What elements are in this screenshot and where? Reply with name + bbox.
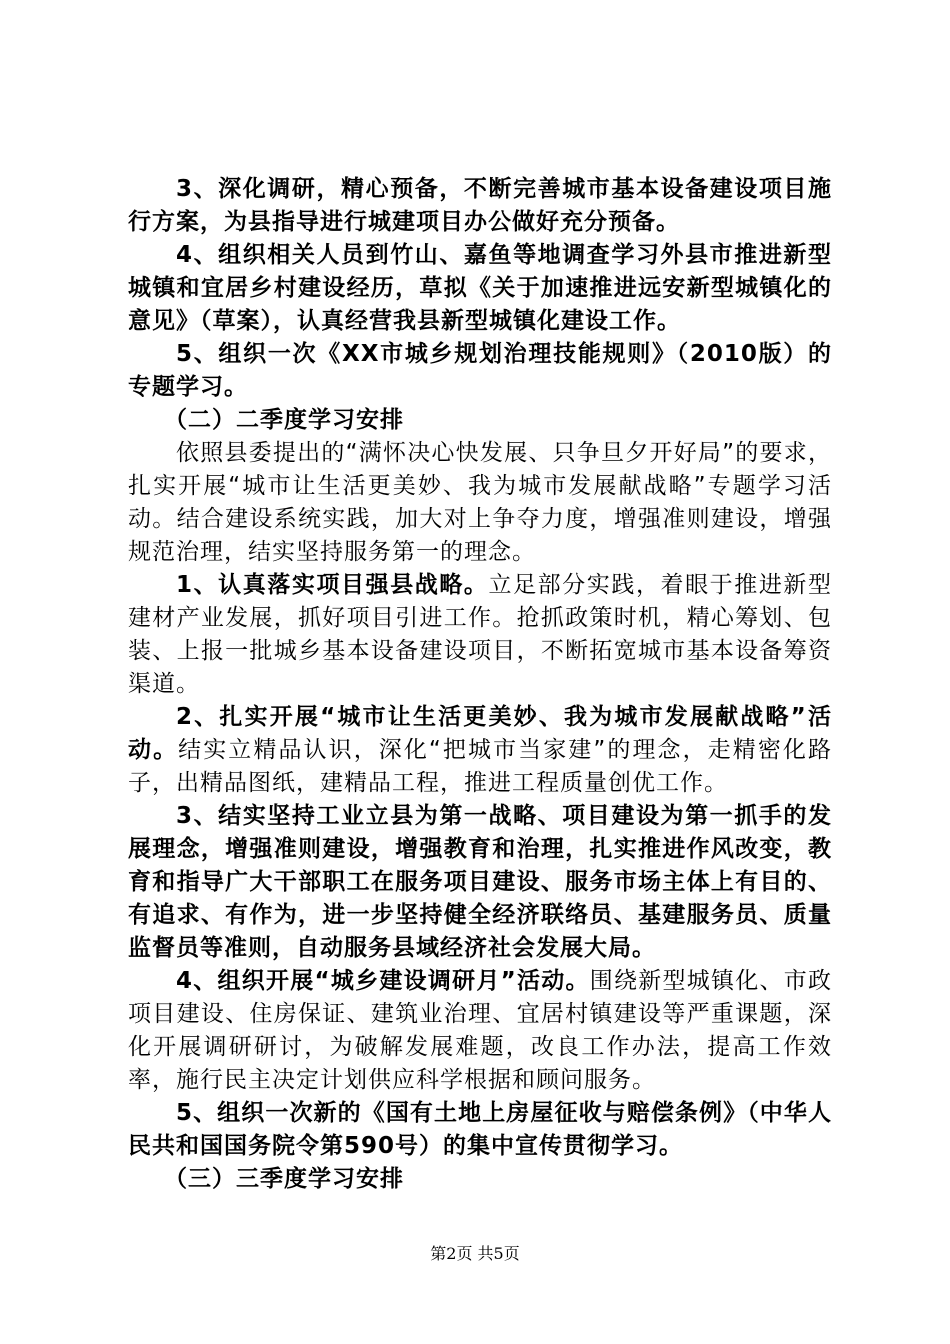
paragraph-q2-intro [128,437,832,569]
paragraph-text: 5、组织一次《XX市城乡规划治理技能规则》（2010版）的专题学习。 [128,341,832,400]
paragraph-q2-item-2 [128,701,832,800]
section-heading-q2 [128,404,832,437]
page-number: 第2页 共5页 [430,1244,520,1263]
paragraph-text: 结实立精品认识，深化“把城市当家建”的理念，走精密化路子，出精品图纸，建精品工程，推进工程质量创优工作。 [128,737,832,796]
paragraph-text: 3、结实坚持工业立县为第一战略、项目建设为第一抓手的发展理念，增强准则建设，增强教育和治理，扎实推进作风改变，教育和指导广大干部职工在服务项目建设、服务市场主体上有目的、有追求、有作为，进一步坚持健全经济联络员、基建服务员、质量监督员等准则，自动服务县域经济社会发展大局。 [128,803,832,961]
paragraph-item-4 [128,239,832,338]
paragraph-lead: 4、组织开展“城乡建设调研月”活动。 [176,968,590,994]
paragraph-text: 4、组织相关人员到竹山、嘉鱼等地调查学习外县市推进新型城镇和宜居乡村建设经历，草拟《关于加速推进远安新型城镇化的意见》（草案），认真经营我县新型城镇化建设工作。 [128,242,832,334]
document-body [128,173,832,1196]
section-heading-text: （二）二季度学习安排 [164,407,404,433]
paragraph-text: 3、深化调研，精心预备，不断完善城市基本设备建设项目施行方案，为县指导进行城建项目办公做好充分预备。 [128,176,832,235]
paragraph-text: 5、组织一次新的《国有土地上房屋征收与赔偿条例》（中华人民共和国国务院令第590号）的集中宣传贯彻学习。 [128,1100,832,1159]
section-heading-q3 [128,1163,832,1196]
paragraph-q2-item-4 [128,965,832,1097]
paragraph-q2-item-1 [128,569,832,701]
paragraph-text: 依照县委提出的“满怀决心快发展、只争旦夕开好局”的要求，扎实开展“城市让生活更美妙、我为城市发展献战略”专题学习活动。结合建设系统实践，加大对上争夺力度，增强准则建设，增强规范治理，结实坚持服务第一的理念。 [128,440,832,565]
paragraph-lead: 1、认真落实项目强县战略。 [176,572,489,598]
paragraph-item-5 [128,338,832,404]
paragraph-text: 围绕新型城镇化、市政项目建设、住房保证、建筑业治理、宜居村镇建设等严重课题，深化开展调研研讨，为破解发展难题，改良工作办法，提高工作效率，施行民主决定计划供应科学根据和顾问服务。 [128,968,832,1093]
page-footer [0,1244,950,1264]
paragraph-text: 立足部分实践，着眼于推进新型建材产业发展，抓好项目引进工作。抢抓政策时机，精心筹划、包装、上报一批城乡基本设备建设项目，不断拓宽城市基本设备筹资渠道。 [128,572,832,697]
paragraph-q2-item-3 [128,800,832,965]
paragraph-lead: 2、扎实开展“城市让生活更美妙、我为城市发展献战略”活动。 [128,704,832,763]
paragraph-q2-item-5 [128,1097,832,1163]
section-heading-text: （三）三季度学习安排 [164,1166,404,1192]
paragraph-item-3 [128,173,832,239]
